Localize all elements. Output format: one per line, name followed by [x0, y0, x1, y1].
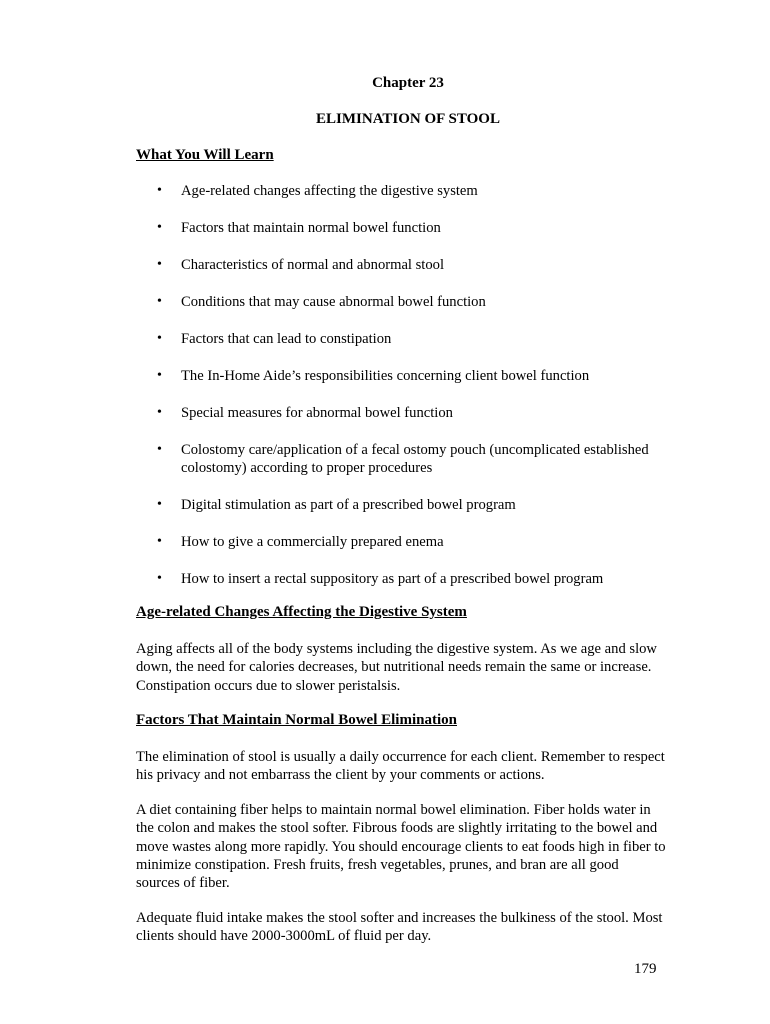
learn-heading: What You Will Learn — [136, 147, 274, 163]
bullet-icon: • — [157, 368, 162, 383]
bullet-icon: • — [157, 331, 162, 346]
list-item-text: Conditions that may cause abnormal bowel function — [181, 294, 486, 310]
list-item-text: Digital stimulation as part of a prescribed bowel program — [181, 497, 516, 513]
list-item-text: Age-related changes affecting the digestive system — [181, 183, 478, 199]
list-item-text: Factors that can lead to constipation — [181, 331, 392, 347]
chapter-title: ELIMINATION OF STOOL — [316, 111, 500, 127]
list-item-text: How to insert a rectal suppository as part of a prescribed bowel program — [181, 571, 604, 587]
chapter-label: Chapter 23 — [372, 75, 444, 91]
factors-heading: Factors That Maintain Normal Bowel Elimination — [136, 712, 457, 728]
age-related-paragraph: Aging affects all of the body systems including the digestive system. As we age and slow down, the need for calories decreases, but nutritional needs remain the same or increase. Constipation occurs due to slower peristalsis. — [136, 641, 657, 694]
bullet-icon: • — [157, 294, 162, 309]
list-item-text: How to give a commercially prepared enema — [181, 534, 444, 550]
list-item-text: The In-Home Aide’s responsibilities concerning client bowel function — [181, 368, 590, 384]
bullet-icon: • — [157, 257, 162, 272]
page-number: 179 — [634, 961, 657, 977]
age-related-heading: Age-related Changes Affecting the Digestive System — [136, 604, 467, 620]
factors-paragraph-2: A diet containing fiber helps to maintain normal bowel elimination. Fiber holds water in the colon and makes the stool softer. Fibrous foods are slightly irritating to the bowel and move wastes along more rapidly. You should encourage clients to eat foods high in fiber to minimize constipation. Fresh fruits, fresh vegetables, prunes, and bran are all good sources of fiber. — [136, 802, 666, 892]
bullet-icon: • — [157, 183, 162, 198]
list-item-text: Factors that maintain normal bowel function — [181, 220, 441, 236]
bullet-icon: • — [157, 497, 162, 512]
list-item-text: Colostomy care/application of a fecal ostomy pouch (uncomplicated established colostomy) according to proper procedures — [181, 442, 649, 476]
bullet-icon: • — [157, 534, 162, 549]
bullet-icon: • — [157, 571, 162, 586]
factors-paragraph-3: Adequate fluid intake makes the stool softer and increases the bulkiness of the stool. Most clients should have 2000-3000mL of fluid per day. — [136, 910, 663, 945]
list-item-text: Special measures for abnormal bowel function — [181, 405, 453, 421]
bullet-icon: • — [157, 220, 162, 235]
factors-paragraph-1: The elimination of stool is usually a daily occurrence for each client. Remember to respect his privacy and not embarrass the client by your comments or actions. — [136, 749, 665, 784]
bullet-icon: • — [157, 442, 162, 457]
bullet-icon: • — [157, 405, 162, 420]
list-item-text: Characteristics of normal and abnormal stool — [181, 257, 445, 273]
